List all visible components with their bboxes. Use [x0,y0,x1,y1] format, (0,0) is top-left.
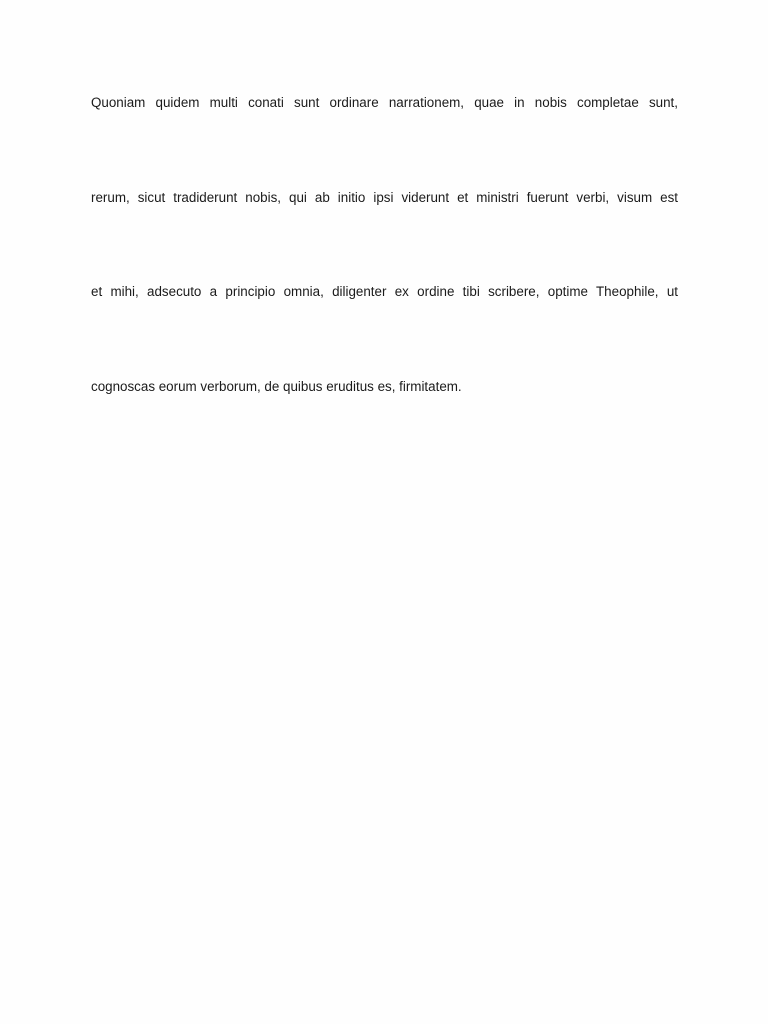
paragraph-line-3: et mihi, adsecuto a principio omnia, diligenter ex ordine tibi scribere, optime Theophile, ut [91,284,678,299]
paragraph-line-1: Quoniam quidem multi conati sunt ordinare narrationem, quae in nobis completae sunt, [91,95,678,110]
body-paragraph [91,88,678,402]
paragraph-line-4: cognoscas eorum verborum, de quibus eruditus es, firmitatem. [91,378,462,394]
paragraph-line-2: rerum, sicut tradiderunt nobis, qui ab initio ipsi viderunt et ministri fuerunt verbi, visum est [91,189,678,205]
